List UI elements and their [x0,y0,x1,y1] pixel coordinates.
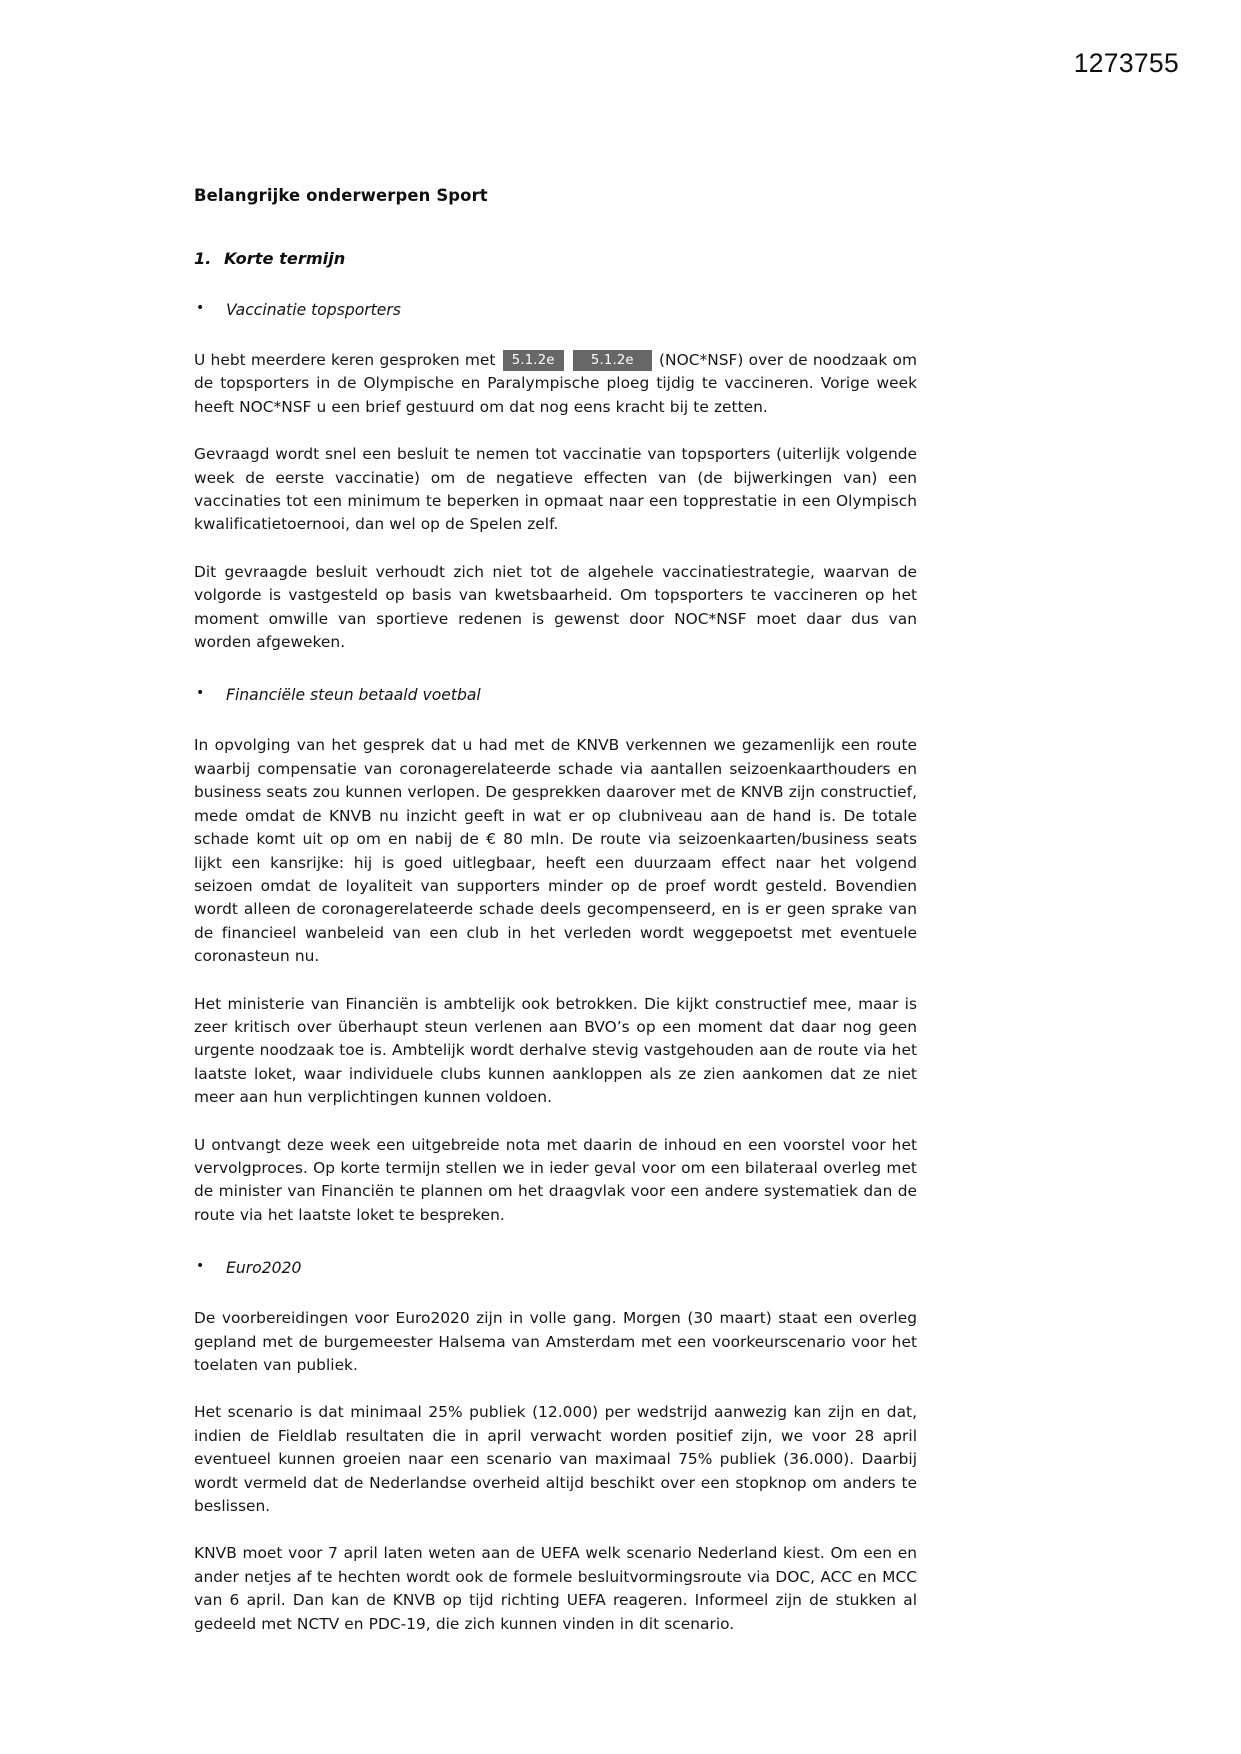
section-heading-korte-termijn [194,249,917,268]
redaction-box-1: 5.1.2e [503,350,564,371]
paragraph-euro2020-3: KNVB moet voor 7 april laten weten aan de UEFA welk scenario Nederland kiest. Om een en ander netjes af te hechten wordt ook de formele besluitvormingsroute via DOC, ACC en MCC van 6 april. Dan kan de KNVB op tijd richting UEFA reageren. Informeel zijn de stukken al gedeeld met NCTV en PDC-19, die zich kunnen vinden in dit scenario. [194,1544,917,1633]
section-title: Korte termijn [224,249,346,268]
bullet-heading-euro2020: • Euro2020 [194,1259,917,1277]
paragraph-euro2020-1: De voorbereidingen voor Euro2020 zijn in volle gang. Morgen (30 maart) staat een overleg gepland met de burgemeester Halsema van Amsterdam met een voorkeurscenario voor het toelaten van publiek. [194,1309,917,1374]
paragraph-text-after-redaction: (NOC*NSF) over de noodzaak om de topsporters in de Olympische en Paralympische ploeg tijdig te vaccineren. Vorige week heeft NOC*NSF u een brief gestuurd om dat nog eens kracht bij te zetten. [194,351,917,416]
paragraph-text-before-redaction: U hebt meerdere keren gesproken met [194,351,496,369]
document-body [194,186,917,1636]
section-number: 1. [194,249,212,268]
paragraph-vaccinatie-3: Dit gevraagde besluit verhoudt zich niet tot de algehele vaccinatiestrategie, waarvan de volgorde is vastgesteld op basis van kwetsbaarheid. Om topsporters te vaccineren op het moment omwille van sportieve redenen is gewenst door NOC*NSF moet daar dus van worden afgeweken. [194,562,917,652]
bullet-heading-vaccinatie-topsporters: • Vaccinatie topsporters [194,301,917,319]
paragraph-financieel-3: U ontvangt deze week een uitgebreide nota met daarin de inhoud en een voorstel voor het vervolgproces. Op korte termijn stellen we in ieder geval voor om een bilateraal overleg met de minister van Financiën te plannen om het draagvlak voor een andere systematiek dan de route via het laatste loket te bespreken. [194,1135,917,1224]
spacer [194,678,917,686]
page-title: Belangrijke onderwerpen Sport [194,186,488,205]
bullet-heading-financiele-steun: • Financiële steun betaald voetbal [194,686,917,704]
paragraph-financieel-2: Het ministerie van Financiën is ambtelijk ook betrokken. Die kijkt constructief mee, maar is zeer kritisch over überhaupt steun verlenen aan BVO’s op een moment dat daar nog geen urgente noodzaak toe is. Ambtelijk wordt derhalve stevig vastgehouden aan de route via het laatste loket, waar individuele clubs kunnen aankloppen als ze zien aankomen dat ze niet meer aan hun verplichtingen kunnen voldoen. [194,994,917,1107]
paragraph-financieel-1: In opvolging van het gesprek dat u had met de KNVB verkennen we gezamenlijk een route waarbij compensatie van coronagerelateerde schade via aantallen seizoenkaarthouders en business seats zou kunnen verlopen. De gesprekken daarover met de KNVB zijn constructief, mede omdat de KNVB nu inzicht geeft in wat er op clubniveau aan de hand is. De totale schade komt uit op om en nabij de € 80 mln. De route via seizoenkaarten/business seats lijkt een kansrijke: hij is goed uitlegbaar, heeft een duurzaam effect naar het volgend seizoen omdat de loyaliteit van supporters minder op de proef wordt gesteld. Bovendien wordt alleen de coronagerelateerde schade deels gecompenseerd, en is er geen sprake van de financieel wanbeleid van een club in het verleden wordt weggepoetst met eventuele coronasteun nu. [194,736,917,966]
paragraph-vaccinatie-2: Gevraagd wordt snel een besluit te nemen tot vaccinatie van topsporters (uiterlijk volgende week de eerste vaccinatie) om de negatieve effecten van (de bijwerkingen van) een vaccinaties tot een minimum te beperken in opmaat naar een topprestatie in een Olympisch kwalificatietoernooi, dan wel op de Spelen zelf. [194,445,917,534]
spacer [194,1251,917,1259]
paragraph-euro2020-2: Het scenario is dat minimaal 25% publiek (12.000) per wedstrijd aanwezig kan zijn en dat, indien de Fieldlab resultaten die in april verwacht worden positief zijn, we voor 28 april eventueel kunnen groeien naar een scenario van maximaal 75% publiek (36.000). Daarbij wordt vermeld dat de Nederlandse overheid altijd beschikt over een stopknop om anders te beslissen. [194,1403,917,1516]
paragraph-vaccinatie-1 [194,349,917,419]
document-number: 1273755 [1073,48,1179,78]
redaction-box-2: 5.1.2e [573,350,652,371]
